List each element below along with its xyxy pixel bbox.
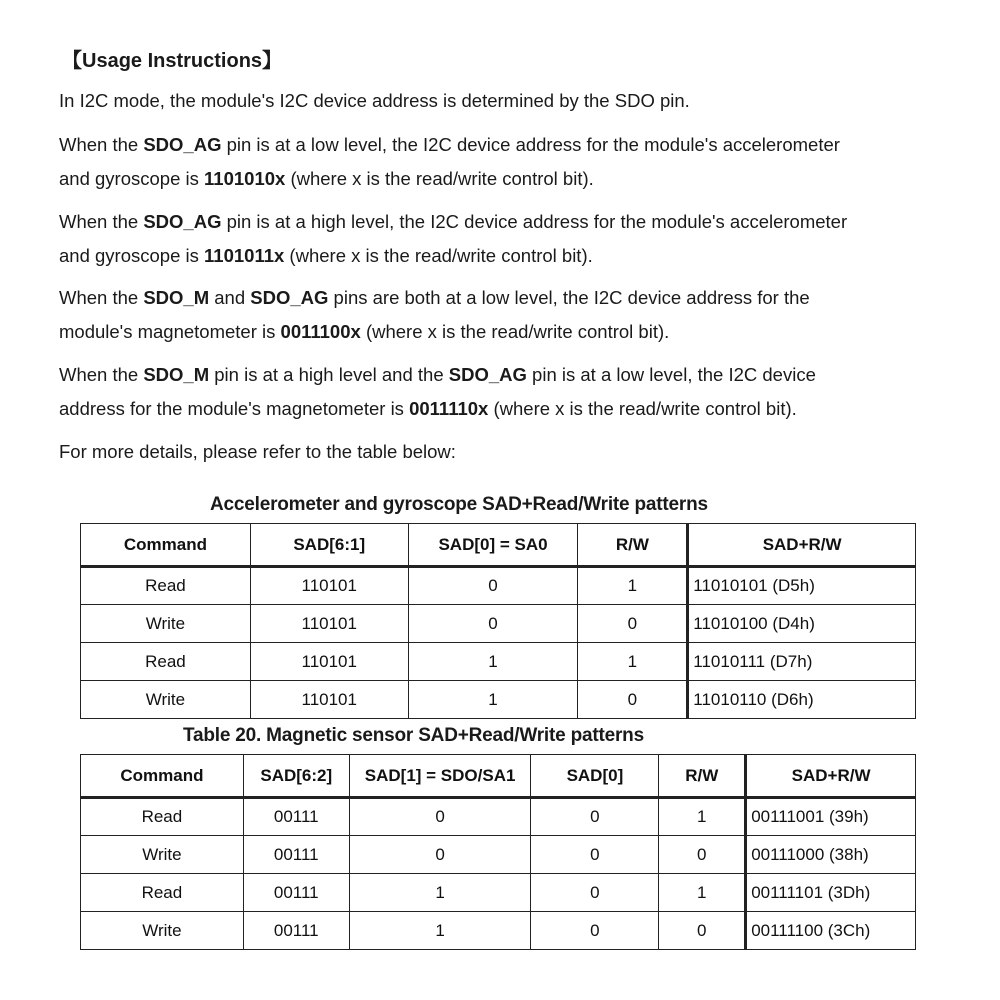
paragraph-m-low: When the SDO_M and SDO_AG pins are both at a low level, the I2C device address for the module's magnetometer is 0011100x (where x is the read/write control bit). (59, 287, 810, 342)
table-cell: Read (81, 798, 244, 836)
table-cell: 0 (408, 605, 578, 643)
paragraph-m-high: When the SDO_M pin is at a high level and the SDO_AG pin is at a low level, the I2C device address for the module's magnetometer is 0011110x (where x is the read/write control bit). (59, 364, 816, 419)
table-cell: 1 (578, 643, 688, 681)
table1-header: Command (81, 524, 251, 567)
table-cell: Write (81, 605, 251, 643)
table2-header: Command (81, 755, 244, 798)
table-row (81, 605, 916, 643)
table-cell: 00111 (243, 798, 349, 836)
table-cell: 11010111 (D7h) (688, 643, 916, 681)
paragraph-intro: In I2C mode, the module's I2C device address is determined by the SDO pin. (59, 90, 690, 111)
table-cell: 0 (659, 836, 746, 874)
table-cell: 110101 (250, 643, 408, 681)
table1-header: SAD+R/W (688, 524, 916, 567)
table-row (81, 681, 916, 719)
table-cell: 1 (659, 874, 746, 912)
table2-header: SAD[1] = SDO/SA1 (349, 755, 531, 798)
table1-header: SAD[0] = SA0 (408, 524, 578, 567)
table-cell: Read (81, 874, 244, 912)
table-cell: 0 (349, 798, 531, 836)
table-cell: 0 (531, 836, 659, 874)
table-cell: 1 (659, 798, 746, 836)
table-cell: Read (81, 643, 251, 681)
table-cell: 11010101 (D5h) (688, 567, 916, 605)
table1-caption: Accelerometer and gyroscope SAD+Read/Write patterns (210, 494, 708, 515)
table-cell: 1 (408, 643, 578, 681)
table-cell: 0 (531, 798, 659, 836)
paragraph-ag-low: When the SDO_AG pin is at a low level, the I2C device address for the module's accelerometer and gyroscope is 1101010x (where x is the read/write control bit). (59, 134, 840, 189)
table-cell: 1 (578, 567, 688, 605)
table-cell: 1 (349, 912, 531, 950)
table1-header: R/W (578, 524, 688, 567)
table-row (81, 836, 916, 874)
table-cell: 110101 (250, 567, 408, 605)
table-cell: 00111 (243, 836, 349, 874)
paragraph-ag-high: When the SDO_AG pin is at a high level, the I2C device address for the module's accelerometer and gyroscope is 1101011x (where x is the read/write control bit). (59, 211, 848, 266)
table-cell: 00111000 (38h) (746, 836, 916, 874)
table-cell: 0 (531, 874, 659, 912)
table-row (81, 798, 916, 836)
table1-header-row (81, 524, 916, 567)
table-cell: 00111101 (3Dh) (746, 874, 916, 912)
table-cell: 11010100 (D4h) (688, 605, 916, 643)
table-cell: 1 (349, 874, 531, 912)
table2-header-row (81, 755, 916, 798)
table2-header: R/W (659, 755, 746, 798)
table-cell: 11010110 (D6h) (688, 681, 916, 719)
table-row (81, 874, 916, 912)
table-cell: Write (81, 912, 244, 950)
table-cell: 1 (408, 681, 578, 719)
table1-header: SAD[6:1] (250, 524, 408, 567)
table2-header: SAD[0] (531, 755, 659, 798)
table-row (81, 912, 916, 950)
section-heading: 【Usage Instructions】 (62, 50, 283, 72)
table2-header: SAD+R/W (746, 755, 916, 798)
table-cell: 0 (659, 912, 746, 950)
table-cell: 0 (578, 681, 688, 719)
table2-caption: Table 20. Magnetic sensor SAD+Read/Write patterns (183, 725, 644, 746)
table-cell: 0 (408, 567, 578, 605)
table-row (81, 643, 916, 681)
magnetic-sensor-table (80, 754, 916, 950)
table-cell: 110101 (250, 605, 408, 643)
table-cell: Write (81, 836, 244, 874)
table-cell: 00111100 (3Ch) (746, 912, 916, 950)
table-cell: 00111001 (39h) (746, 798, 916, 836)
table-row (81, 567, 916, 605)
table-cell: 0 (531, 912, 659, 950)
table-cell: 110101 (250, 681, 408, 719)
table-cell: Read (81, 567, 251, 605)
accel-gyro-table (80, 523, 916, 719)
table-cell: Write (81, 681, 251, 719)
table2-header: SAD[6:2] (243, 755, 349, 798)
table-cell: 00111 (243, 874, 349, 912)
paragraph-more-details: For more details, please refer to the table below: (59, 441, 456, 462)
table-cell: 00111 (243, 912, 349, 950)
table-cell: 0 (349, 836, 531, 874)
table-cell: 0 (578, 605, 688, 643)
